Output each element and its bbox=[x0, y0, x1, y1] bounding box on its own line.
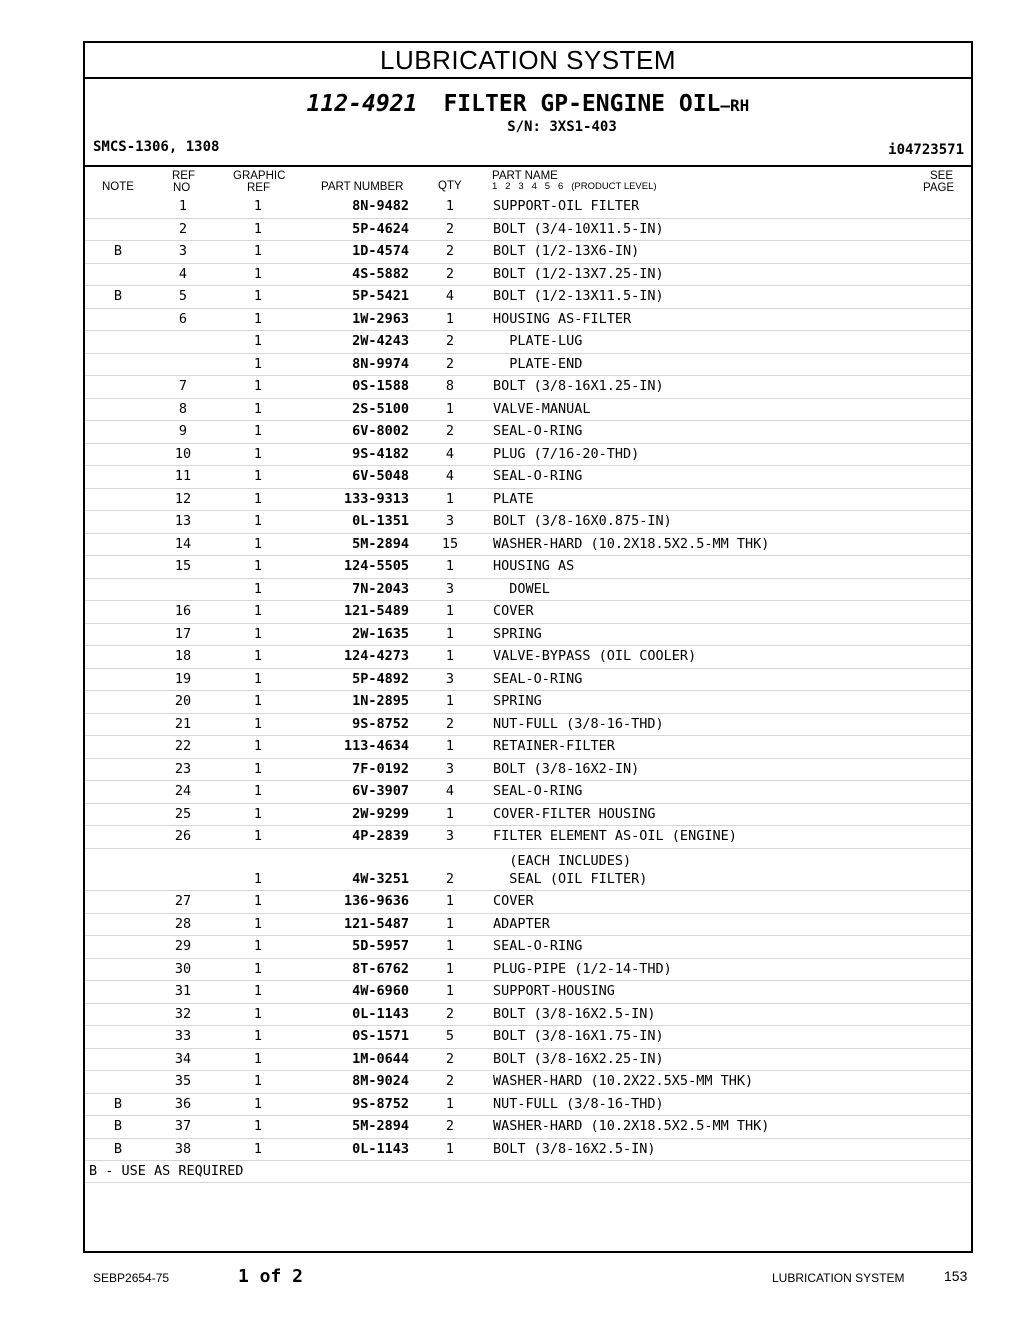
qty-cell: 2 bbox=[445, 715, 455, 732]
qty-cell: 1 bbox=[445, 310, 455, 327]
table-row bbox=[85, 959, 971, 982]
qty-cell: 1 bbox=[445, 198, 455, 214]
note-cell: B bbox=[113, 1118, 123, 1134]
part-name-cell: BOLT (3/8-16X1.25-IN) bbox=[493, 378, 664, 394]
table-row bbox=[85, 849, 971, 869]
ref-no-cell: 1 bbox=[178, 198, 188, 214]
part-number-cell: 8M-9024 bbox=[352, 1073, 409, 1089]
graphic-ref-cell: 1 bbox=[253, 1073, 263, 1089]
graphic-ref-cell: 1 bbox=[253, 445, 263, 462]
table-row bbox=[85, 624, 971, 647]
table-row bbox=[85, 286, 971, 309]
graphic-ref-cell: 1 bbox=[253, 288, 263, 304]
qty-cell: 4 bbox=[445, 783, 455, 799]
table-row bbox=[85, 241, 971, 264]
header-product-levels: 1 2 3 4 5 6 (PRODUCT LEVEL) bbox=[492, 181, 657, 192]
ref-no-cell: 9 bbox=[178, 423, 188, 439]
part-name-cell: COVER bbox=[493, 893, 534, 909]
table-row bbox=[85, 981, 971, 1004]
group-name: FILTER GP-ENGINE OIL bbox=[443, 91, 721, 117]
ref-no-cell: 10 bbox=[174, 445, 192, 462]
part-number-cell: 5D-5957 bbox=[352, 938, 409, 954]
table-row bbox=[85, 1116, 971, 1139]
qty-cell: 1 bbox=[445, 400, 455, 417]
part-name-cell: (EACH INCLUDES) bbox=[493, 852, 632, 869]
part-name-cell: SEAL-O-RING bbox=[493, 423, 583, 439]
ref-no-cell: 16 bbox=[174, 603, 192, 619]
part-number-cell: 2W-1635 bbox=[352, 625, 409, 642]
table-row bbox=[85, 601, 971, 624]
table-row bbox=[85, 869, 971, 892]
part-number-cell: 2S-5100 bbox=[352, 400, 409, 417]
qty-cell: 2 bbox=[445, 220, 455, 237]
part-name-cell: PLATE-END bbox=[493, 355, 583, 372]
part-name-cell: NUT-FULL (3/8-16-THD) bbox=[493, 1095, 664, 1112]
part-name-cell: SEAL-O-RING bbox=[493, 783, 583, 799]
part-number-cell: 8N-9482 bbox=[352, 198, 409, 214]
qty-cell: 1 bbox=[445, 558, 455, 574]
ref-no-cell: 26 bbox=[174, 828, 192, 844]
table-row bbox=[85, 354, 971, 377]
part-number-cell: 8T-6762 bbox=[352, 960, 409, 977]
table-row bbox=[85, 804, 971, 827]
graphic-ref-cell: 1 bbox=[253, 738, 263, 754]
ref-no-cell: 22 bbox=[174, 738, 192, 754]
part-name-cell: DOWEL bbox=[493, 580, 550, 597]
table-row bbox=[85, 196, 971, 219]
qty-cell: 1 bbox=[445, 648, 455, 664]
graphic-ref-cell: 1 bbox=[253, 1095, 263, 1112]
graphic-ref-cell: 1 bbox=[253, 983, 263, 999]
info-row bbox=[85, 135, 971, 167]
qty-cell: 1 bbox=[445, 1140, 455, 1157]
part-name-cell: SPRING bbox=[493, 625, 542, 642]
graphic-ref-cell: 1 bbox=[253, 333, 263, 349]
footer-section: LUBRICATION SYSTEM bbox=[772, 1271, 905, 1285]
qty-cell: 1 bbox=[445, 693, 455, 709]
ref-no-cell: 14 bbox=[174, 535, 192, 552]
qty-cell: 1 bbox=[445, 805, 455, 822]
qty-cell: 2 bbox=[445, 870, 455, 887]
qty-cell: 1 bbox=[445, 983, 455, 999]
part-name-cell: SEAL-O-RING bbox=[493, 938, 583, 954]
footer-pages: 1 of 2 bbox=[238, 1266, 304, 1287]
graphic-ref-cell: 1 bbox=[253, 580, 263, 597]
table-row bbox=[85, 936, 971, 959]
header-ref-top: REF bbox=[172, 170, 195, 182]
qty-cell: 2 bbox=[445, 355, 455, 372]
part-name-cell: SEAL-O-RING bbox=[493, 670, 583, 687]
part-number-cell: 5M-2894 bbox=[352, 1118, 409, 1134]
table-row bbox=[85, 1049, 971, 1072]
part-number-cell: 4W-6960 bbox=[352, 983, 409, 999]
graphic-ref-cell: 1 bbox=[253, 648, 263, 664]
graphic-ref-cell: 1 bbox=[253, 243, 263, 259]
graphic-ref-cell: 1 bbox=[253, 400, 263, 417]
graphic-ref-cell: 1 bbox=[253, 870, 263, 887]
part-name-cell: PLUG-PIPE (1/2-14-THD) bbox=[493, 960, 672, 977]
table-row bbox=[85, 1094, 971, 1117]
graphic-ref-cell: 1 bbox=[253, 1050, 263, 1067]
graphic-ref-cell: 1 bbox=[253, 535, 263, 552]
part-number-cell: 133-9313 bbox=[343, 490, 409, 507]
ref-no-cell: 29 bbox=[174, 938, 192, 954]
part-number-cell: 4W-3251 bbox=[352, 870, 409, 887]
part-number-cell: 1W-2963 bbox=[352, 310, 409, 327]
part-name-cell: PLUG (7/16-20-THD) bbox=[493, 445, 640, 462]
ref-no-cell: 20 bbox=[174, 693, 192, 709]
part-name-cell: BOLT (1/2-13X7.25-IN) bbox=[493, 265, 664, 282]
graphic-ref-cell: 1 bbox=[253, 310, 263, 327]
group-suffix: —RH bbox=[720, 96, 750, 115]
ref-no-cell: 3 bbox=[178, 243, 188, 259]
ref-no-cell: 27 bbox=[174, 893, 192, 909]
qty-cell: 1 bbox=[445, 915, 455, 932]
table-row bbox=[85, 309, 971, 332]
graphic-ref-cell: 1 bbox=[253, 198, 263, 214]
graphic-ref-cell: 1 bbox=[253, 513, 263, 529]
qty-cell: 4 bbox=[445, 288, 455, 304]
graphic-ref-cell: 1 bbox=[253, 265, 263, 282]
part-name-cell: WASHER-HARD (10.2X18.5X2.5-MM THK) bbox=[493, 1118, 770, 1134]
qty-cell: 1 bbox=[445, 625, 455, 642]
part-name-cell: FILTER ELEMENT AS-OIL (ENGINE) bbox=[493, 828, 737, 844]
header-see: SEE bbox=[930, 170, 954, 182]
note-cell: B bbox=[113, 243, 123, 259]
footer-doc-id: SEBP2654-75 bbox=[93, 1271, 170, 1285]
graphic-ref-cell: 1 bbox=[253, 1005, 263, 1022]
qty-cell: 8 bbox=[445, 378, 455, 394]
part-number-cell: 1M-0644 bbox=[352, 1050, 409, 1067]
part-name-cell: PLATE-LUG bbox=[493, 333, 583, 349]
ref-no-cell: 12 bbox=[174, 490, 192, 507]
part-name-cell: SUPPORT-OIL FILTER bbox=[493, 198, 640, 214]
group-title bbox=[85, 89, 971, 119]
graphic-ref-cell: 1 bbox=[253, 715, 263, 732]
smcs-code: SMCS-1306, 1308 bbox=[93, 139, 220, 155]
header-page: PAGE bbox=[923, 182, 955, 194]
part-number-cell: 9S-8752 bbox=[352, 1095, 409, 1112]
header-part-name: PART NAME bbox=[492, 170, 558, 182]
part-number-cell: 0L-1143 bbox=[352, 1005, 409, 1022]
ref-no-cell: 15 bbox=[174, 558, 192, 574]
table-row bbox=[85, 466, 971, 489]
graphic-ref-cell: 1 bbox=[253, 603, 263, 619]
part-name-cell: ADAPTER bbox=[493, 915, 550, 932]
ref-no-cell: 32 bbox=[174, 1005, 192, 1022]
section-title: LUBRICATION SYSTEM bbox=[85, 43, 971, 79]
qty-cell: 2 bbox=[445, 243, 455, 259]
part-number-cell: 8N-9974 bbox=[352, 355, 409, 372]
part-number-cell: 113-4634 bbox=[343, 738, 409, 754]
part-name-cell: BOLT (3/4-10X11.5-IN) bbox=[493, 220, 664, 237]
part-name-cell: BOLT (3/8-16X0.875-IN) bbox=[493, 513, 672, 529]
note-cell: B bbox=[113, 1095, 123, 1112]
part-number-cell: 7F-0192 bbox=[352, 760, 409, 777]
footnote: B - USE AS REQUIRED bbox=[85, 1161, 971, 1183]
graphic-ref-cell: 1 bbox=[253, 805, 263, 822]
part-name-cell: VALVE-MANUAL bbox=[493, 400, 591, 417]
ref-no-cell: 31 bbox=[174, 983, 192, 999]
note-cell: B bbox=[113, 1140, 123, 1157]
graphic-ref-cell: 1 bbox=[253, 915, 263, 932]
ref-no-cell: 7 bbox=[178, 378, 188, 394]
note-cell: B bbox=[113, 288, 123, 304]
graphic-ref-cell: 1 bbox=[253, 558, 263, 574]
part-number-cell: 4S-5882 bbox=[352, 265, 409, 282]
part-name-cell: WASHER-HARD (10.2X22.5X5-MM THK) bbox=[493, 1073, 754, 1089]
table-row bbox=[85, 1071, 971, 1094]
qty-cell: 2 bbox=[445, 1073, 455, 1089]
graphic-ref-cell: 1 bbox=[253, 378, 263, 394]
column-headers bbox=[85, 167, 971, 196]
graphic-ref-cell: 1 bbox=[253, 760, 263, 777]
part-number-cell: 121-5487 bbox=[343, 915, 409, 932]
part-name-cell: BOLT (3/8-16X2.5-IN) bbox=[493, 1140, 656, 1157]
graphic-ref-cell: 1 bbox=[253, 1140, 263, 1157]
table-row bbox=[85, 399, 971, 422]
qty-cell: 1 bbox=[445, 938, 455, 954]
ref-no-cell: 34 bbox=[174, 1050, 192, 1067]
table-row bbox=[85, 891, 971, 914]
graphic-ref-cell: 1 bbox=[253, 893, 263, 909]
qty-cell: 1 bbox=[445, 960, 455, 977]
qty-cell: 3 bbox=[445, 828, 455, 844]
qty-cell: 2 bbox=[445, 1050, 455, 1067]
qty-cell: 3 bbox=[445, 580, 455, 597]
ref-no-cell: 6 bbox=[178, 310, 188, 327]
header-graphic-top: GRAPHIC bbox=[233, 170, 286, 182]
part-number-cell: 5M-2894 bbox=[352, 535, 409, 552]
table-row bbox=[85, 914, 971, 937]
graphic-ref-cell: 1 bbox=[253, 693, 263, 709]
part-name-cell: HOUSING AS bbox=[493, 558, 575, 574]
part-name-cell: BOLT (3/8-16X1.75-IN) bbox=[493, 1028, 664, 1044]
part-number-cell: 0L-1351 bbox=[352, 513, 409, 529]
table-row bbox=[85, 534, 971, 557]
qty-cell: 3 bbox=[445, 670, 455, 687]
ref-no-cell: 17 bbox=[174, 625, 192, 642]
part-number-cell: 5P-4624 bbox=[352, 220, 409, 237]
ref-no-cell: 35 bbox=[174, 1073, 192, 1089]
ref-no-cell: 24 bbox=[174, 783, 192, 799]
table-row bbox=[85, 556, 971, 579]
table-row bbox=[85, 376, 971, 399]
serial-number: S/N: 3XS1-403 bbox=[507, 119, 617, 135]
header-qty: QTY bbox=[438, 180, 462, 192]
part-name-cell: BOLT (3/8-16X2.25-IN) bbox=[493, 1050, 664, 1067]
parts-list bbox=[85, 196, 971, 1161]
ref-no-cell: 19 bbox=[174, 670, 192, 687]
ref-no-cell: 5 bbox=[178, 288, 188, 304]
qty-cell: 1 bbox=[445, 490, 455, 507]
table-row bbox=[85, 331, 971, 354]
part-name-cell: BOLT (1/2-13X11.5-IN) bbox=[493, 288, 664, 304]
part-name-cell: RETAINER-FILTER bbox=[493, 738, 615, 754]
part-number-cell: 0S-1571 bbox=[352, 1028, 409, 1044]
illustration-id: i04723571 bbox=[888, 142, 964, 158]
header-part-number: PART NUMBER bbox=[321, 181, 404, 193]
qty-cell: 2 bbox=[445, 1118, 455, 1134]
ref-no-cell: 36 bbox=[174, 1095, 192, 1112]
ref-no-cell: 28 bbox=[174, 915, 192, 932]
ref-no-cell: 25 bbox=[174, 805, 192, 822]
part-name-cell: VALVE-BYPASS (OIL COOLER) bbox=[493, 648, 697, 664]
ref-no-cell: 23 bbox=[174, 760, 192, 777]
table-row bbox=[85, 1026, 971, 1049]
qty-cell: 4 bbox=[445, 445, 455, 462]
part-name-cell: HOUSING AS-FILTER bbox=[493, 310, 632, 327]
part-name-cell: BOLT (3/8-16X2.5-IN) bbox=[493, 1005, 656, 1022]
ref-no-cell: 38 bbox=[174, 1140, 192, 1157]
part-number-cell: 9S-8752 bbox=[352, 715, 409, 732]
graphic-ref-cell: 1 bbox=[253, 828, 263, 844]
part-number-cell: 124-4273 bbox=[343, 648, 409, 664]
ref-no-cell: 18 bbox=[174, 648, 192, 664]
table-row bbox=[85, 1004, 971, 1027]
header-ref-bottom: NO bbox=[173, 182, 191, 194]
qty-cell: 4 bbox=[445, 468, 455, 484]
ref-no-cell: 8 bbox=[178, 400, 188, 417]
part-number-cell: 121-5489 bbox=[343, 603, 409, 619]
part-name-cell: SEAL-O-RING bbox=[493, 468, 583, 484]
part-number-cell: 2W-4243 bbox=[352, 333, 409, 349]
part-name-cell: BOLT (3/8-16X2-IN) bbox=[493, 760, 640, 777]
qty-cell: 2 bbox=[445, 333, 455, 349]
part-number-cell: 6V-5048 bbox=[352, 468, 409, 484]
table-row bbox=[85, 421, 971, 444]
ref-no-cell: 33 bbox=[174, 1028, 192, 1044]
qty-cell: 1 bbox=[445, 738, 455, 754]
table-row bbox=[85, 781, 971, 804]
parts-page-frame bbox=[83, 41, 973, 1253]
table-row bbox=[85, 219, 971, 242]
part-name-cell: WASHER-HARD (10.2X18.5X2.5-MM THK) bbox=[493, 535, 770, 552]
table-row bbox=[85, 759, 971, 782]
table-row bbox=[85, 714, 971, 737]
part-number-cell: 1N-2895 bbox=[352, 693, 409, 709]
part-number-cell: 0S-1588 bbox=[352, 378, 409, 394]
qty-cell: 1 bbox=[445, 603, 455, 619]
part-name-cell: SUPPORT-HOUSING bbox=[493, 983, 615, 999]
part-number-cell: 6V-3907 bbox=[352, 783, 409, 799]
part-name-cell: PLATE bbox=[493, 490, 534, 507]
qty-cell: 1 bbox=[445, 893, 455, 909]
part-number-cell: 136-9636 bbox=[343, 893, 409, 909]
part-number-cell: 7N-2043 bbox=[352, 580, 409, 597]
table-row bbox=[85, 579, 971, 602]
table-row bbox=[85, 691, 971, 714]
header-note: NOTE bbox=[102, 181, 134, 193]
table-row bbox=[85, 444, 971, 467]
ref-no-cell: 37 bbox=[174, 1118, 192, 1134]
part-number-cell: 2W-9299 bbox=[352, 805, 409, 822]
group-number: 112-4921 bbox=[306, 91, 418, 117]
part-name-cell: COVER-FILTER HOUSING bbox=[493, 805, 656, 822]
graphic-ref-cell: 1 bbox=[253, 1118, 263, 1134]
qty-cell: 3 bbox=[445, 760, 455, 777]
graphic-ref-cell: 1 bbox=[253, 220, 263, 237]
part-number-cell: 9S-4182 bbox=[352, 445, 409, 462]
ref-no-cell: 2 bbox=[178, 220, 188, 237]
qty-cell: 15 bbox=[441, 535, 459, 552]
qty-cell: 2 bbox=[445, 265, 455, 282]
ref-no-cell: 30 bbox=[174, 960, 192, 977]
graphic-ref-cell: 1 bbox=[253, 1028, 263, 1044]
qty-cell: 5 bbox=[445, 1028, 455, 1044]
part-number-cell: 5P-5421 bbox=[352, 288, 409, 304]
table-row bbox=[85, 826, 971, 849]
ref-no-cell: 11 bbox=[174, 468, 192, 484]
table-row bbox=[85, 646, 971, 669]
part-name-cell: BOLT (1/2-13X6-IN) bbox=[493, 243, 640, 259]
table-row bbox=[85, 1139, 971, 1162]
part-number-cell: 124-5505 bbox=[343, 558, 409, 574]
header-graphic-bottom: REF bbox=[247, 182, 270, 194]
table-row bbox=[85, 489, 971, 512]
part-number-cell: 5P-4892 bbox=[352, 670, 409, 687]
table-row bbox=[85, 669, 971, 692]
ref-no-cell: 4 bbox=[178, 265, 188, 282]
graphic-ref-cell: 1 bbox=[253, 625, 263, 642]
graphic-ref-cell: 1 bbox=[253, 783, 263, 799]
part-name-cell: SPRING bbox=[493, 693, 542, 709]
graphic-ref-cell: 1 bbox=[253, 490, 263, 507]
graphic-ref-cell: 1 bbox=[253, 938, 263, 954]
graphic-ref-cell: 1 bbox=[253, 670, 263, 687]
graphic-ref-cell: 1 bbox=[253, 423, 263, 439]
part-number-cell: 0L-1143 bbox=[352, 1140, 409, 1157]
qty-cell: 1 bbox=[445, 1095, 455, 1112]
table-row bbox=[85, 736, 971, 759]
graphic-ref-cell: 1 bbox=[253, 960, 263, 977]
ref-no-cell: 13 bbox=[174, 513, 192, 529]
qty-cell: 2 bbox=[445, 1005, 455, 1022]
qty-cell: 3 bbox=[445, 513, 455, 529]
part-number-cell: 4P-2839 bbox=[352, 828, 409, 844]
qty-cell: 2 bbox=[445, 423, 455, 439]
part-name-cell: SEAL (OIL FILTER) bbox=[493, 870, 648, 887]
part-name-cell: COVER bbox=[493, 603, 534, 619]
graphic-ref-cell: 1 bbox=[253, 468, 263, 484]
part-name-cell: NUT-FULL (3/8-16-THD) bbox=[493, 715, 664, 732]
table-row bbox=[85, 511, 971, 534]
table-row bbox=[85, 264, 971, 287]
part-number-cell: 6V-8002 bbox=[352, 423, 409, 439]
ref-no-cell: 21 bbox=[174, 715, 192, 732]
graphic-ref-cell: 1 bbox=[253, 355, 263, 372]
part-number-cell: 1D-4574 bbox=[352, 243, 409, 259]
footer-page-number: 153 bbox=[944, 1268, 968, 1284]
